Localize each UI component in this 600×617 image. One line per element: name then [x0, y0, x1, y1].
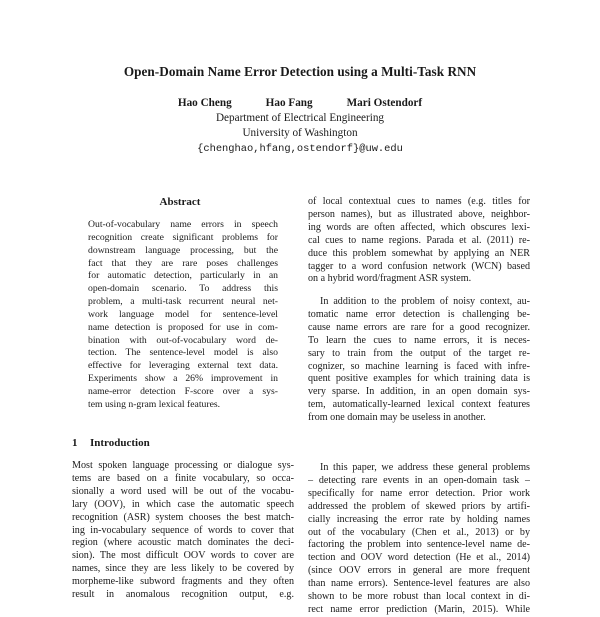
text-line: factoring the problem into sentence-level name de-: [308, 539, 530, 551]
text-line: work language model for sentence-level: [88, 308, 278, 320]
text-line: cially increasing the error rate by holding names: [308, 513, 530, 525]
text-line: out of the vocabulary (Chen et al., 2013) or by: [308, 526, 530, 538]
email: {chenghao,hfang,ostendorf}@uw.edu: [197, 142, 403, 155]
introduction-heading: [72, 437, 150, 449]
text-line: Most spoken language processing or dialogue sys-: [72, 460, 294, 471]
abstract-heading: Abstract: [159, 196, 201, 208]
text-line: morpheme-like subword fragments and they often: [72, 576, 294, 588]
text-line: To learn the cues to name errors, it is neces-: [308, 334, 530, 346]
text-line: recognition create significant problems for: [88, 231, 278, 243]
text-line: tems are based on a finite vocabulary, so occa-: [72, 472, 294, 484]
right-column-paragraph-1: [308, 196, 530, 286]
text-line: of local contextual cues to names (e.g. titles for: [308, 196, 530, 207]
text-line: – detecting rare events in an open-domain task –: [308, 474, 530, 486]
text-line: fact that they are rare poses challenges: [88, 257, 278, 269]
text-line: names, since they are less likely to be covered by: [72, 563, 294, 575]
text-line: effective for leveraging external text data.: [88, 360, 278, 372]
text-line: cal cues to name regions. Parada et al. (2011) re-: [308, 234, 530, 246]
text-line: tomatic name error detection is challenging be-: [308, 308, 530, 320]
section-number: 1: [72, 437, 78, 449]
text-line: cause name errors are rare for a good recognizer.: [308, 321, 530, 333]
text-line: In addition to the problem of noisy context, au-: [320, 296, 530, 307]
right-column-paragraph-2: [308, 296, 530, 425]
text-line: shown to be more robust than local context in di-: [308, 591, 530, 603]
text-line: cognizer, so machine learning is faced with infre-: [308, 360, 530, 372]
text-line: rect name error prediction (Marin, 2015). While: [308, 603, 530, 615]
text-line: than name errors). Sentence-level features are also: [308, 578, 530, 590]
author-name: Hao Cheng: [177, 97, 232, 109]
text-line: bination with out-of-vocabulary word de-: [88, 334, 278, 346]
author-name: Hao Fang: [265, 97, 313, 109]
introduction-text: [72, 460, 294, 602]
text-line: result in anomalous recognition output, e.g.: [72, 589, 294, 601]
text-line: recognition (ASR) system chooses the best match-: [72, 511, 294, 523]
text-line: downstream language processing, but the: [88, 244, 278, 256]
text-line: name detection is proposed for use in com-: [88, 321, 278, 333]
text-line: for automatic detection, particularly in an: [88, 270, 278, 282]
right-column-paragraph-3: [308, 462, 530, 617]
text-line: specifically for name error detection. Prior work: [308, 487, 530, 499]
text-line: lary (OOV), in which case the automatic speech: [72, 498, 294, 510]
text-line: quent positive examples for which training data is: [308, 373, 530, 385]
text-line: In this paper, we address these general problems: [320, 462, 530, 473]
text-line: tagger to a word confusion network (WCN) based: [308, 260, 530, 272]
section-title: Introduction: [90, 437, 150, 449]
author-names: [0, 96, 600, 111]
text-line: tection. The sentence-level model is also: [88, 347, 278, 359]
text-line: ing words are often affected, which obscures lexi-: [308, 221, 530, 233]
text-line: addressed the problem of skewed priors by artifi-: [308, 500, 530, 512]
text-line: sion). The most difficult OOV words to cover are: [72, 550, 294, 562]
author-name: Mari Ostendorf: [346, 97, 423, 109]
text-line: very sparse. In addition, in an open domain sys-: [308, 386, 530, 398]
text-line: tem, automatically-learned lexical context features: [308, 399, 530, 411]
text-line: region (where acoustic match dominates the deci-: [72, 537, 294, 549]
abstract-text: [88, 219, 278, 412]
text-line: Out-of-vocabulary name errors in speech: [88, 219, 278, 230]
text-line: person names), but as illustrated above, neighbor-: [308, 208, 530, 220]
text-line: on a hybrid word/fragment ASR system.: [308, 273, 472, 285]
text-line: Experiments show a 26% improvement in: [88, 373, 278, 385]
text-line: (since OOV errors in general are more frequent: [308, 565, 530, 577]
text-line: duce this problem somewhat by applying an NER: [308, 247, 530, 259]
text-line: problem, a multi-task recurrent neural net-: [88, 296, 278, 308]
text-line: from one domain may be useless in another.: [308, 412, 486, 424]
text-line: tection and OOV word detection (He et al., 2014): [308, 552, 530, 564]
text-line: ing in-vocabulary sequence of words to cover that: [72, 524, 294, 536]
text-line: sary to train from the output of the target re-: [308, 347, 530, 359]
text-line: sionally a word used will be out of the vocabu-: [72, 485, 294, 497]
university: University of Washington: [242, 127, 358, 140]
paper-title: Open-Domain Name Error Detection using a Multi-Task RNN: [123, 64, 477, 79]
text-line: name-error detection F-score over a sys-: [88, 385, 278, 397]
author-block: [0, 96, 600, 157]
text-line: open-domain scenario. To address this: [88, 283, 278, 295]
affiliation: Department of Electrical Engineering: [215, 112, 385, 125]
text-line: tem using n-gram lexical features.: [88, 398, 221, 410]
